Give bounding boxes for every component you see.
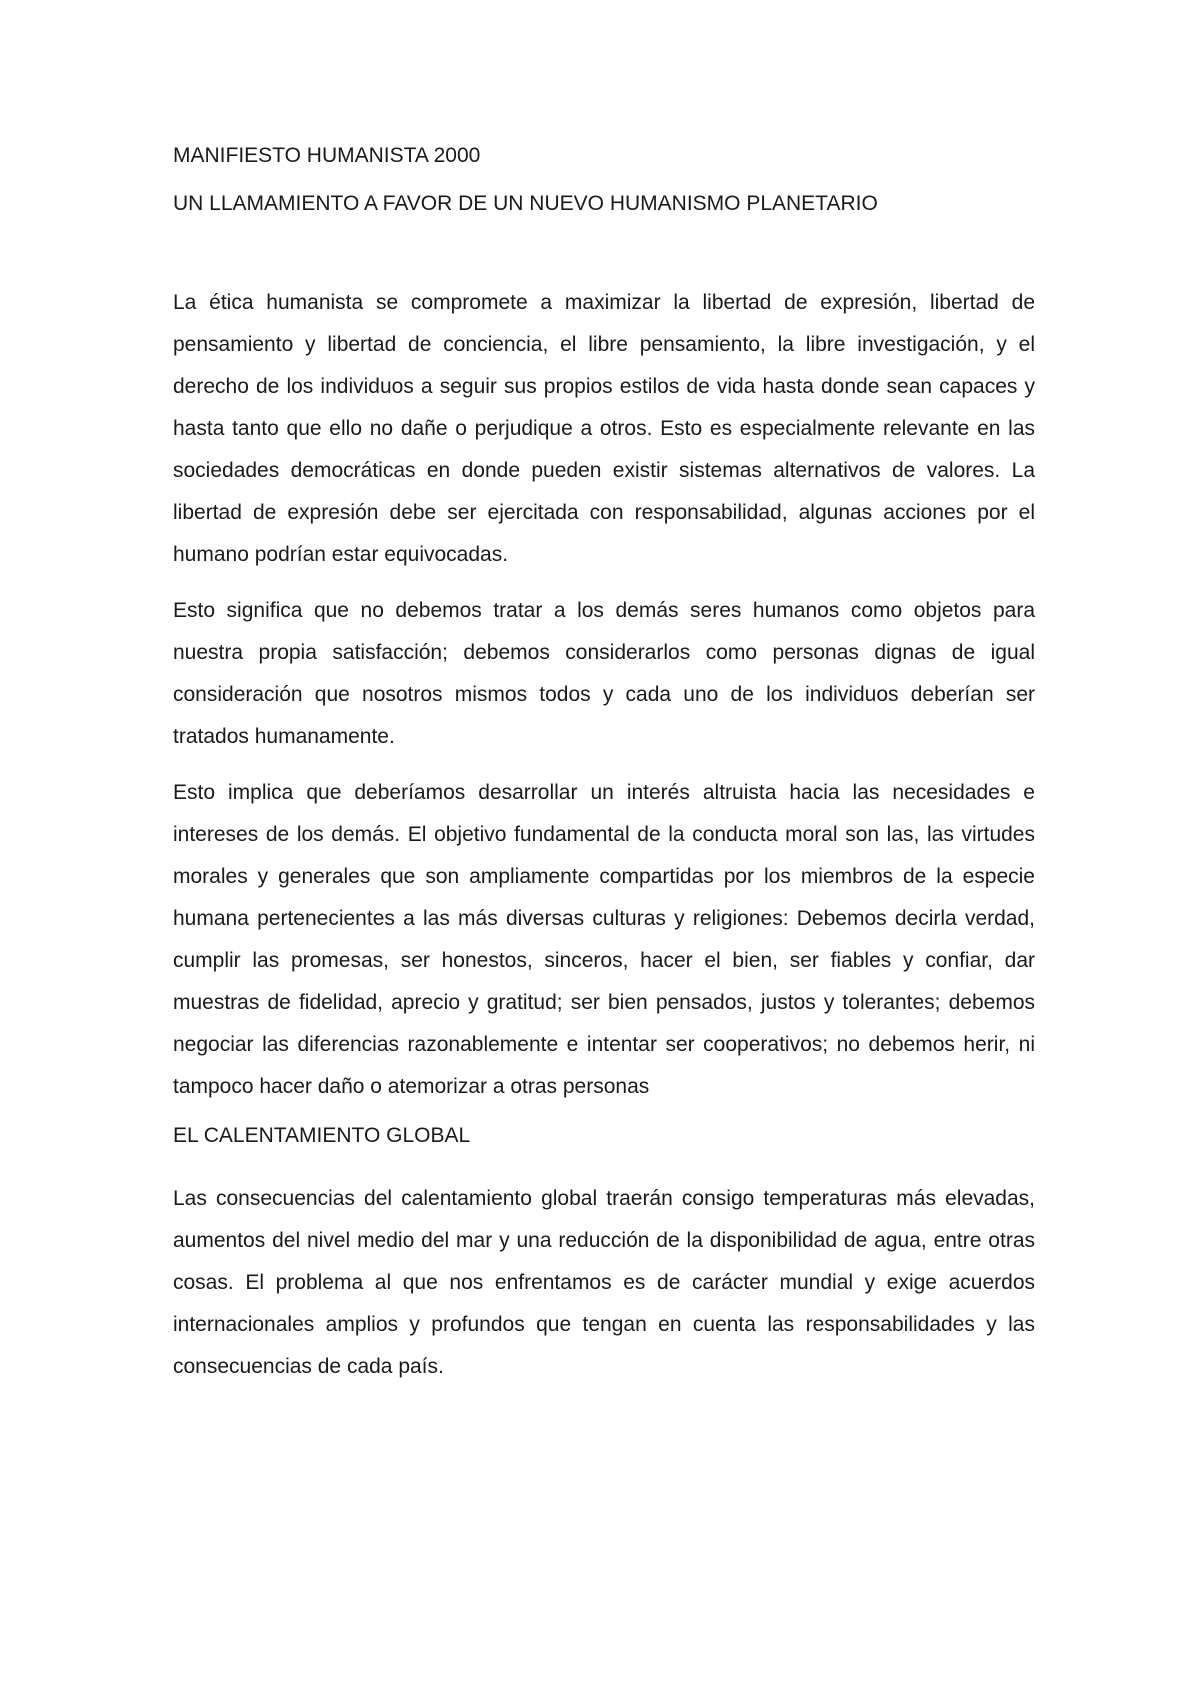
paragraph-altruism: Esto implica que deberíamos desarrollar un interés altruista hacia las necesidades e intereses de los demás. El objetivo fundamental de la conducta moral son las, las virtudes morales y generales que son ampliamente compartidas por los miembros de la especie humana pertenecientes a las más diversas culturas y religiones: Debemos decirla verdad, cumplir las promesas, ser honestos, sinceros, hacer el bien, ser fiables y confiar, dar muestras de fidelidad, aprecio y gratitud; ser bien pensados, justos y tolerantes; debemos negociar las diferencias razonablemente e intentar ser cooperativos; no debemos herir, ni tampoco hacer daño o atemorizar a otras personas [173,781,1035,1098]
document-subtitle: UN LLAMAMIENTO A FAVOR DE UN NUEVO HUMANISMO PLANETARIO [173,192,878,215]
document-title: MANIFIESTO HUMANISTA 2000 [173,144,481,167]
document-page [173,142,1035,1402]
paragraph-global-warming: Las consecuencias del calentamiento global traerán consigo temperaturas más elevadas, aumentos del nivel medio del mar y una reducción de la disponibilidad de agua, entre otras cosas. El problema al que nos enfrentamos es de carácter mundial y exige acuerdos internacionales amplios y profundos que tengan en cuenta las responsabilidades y las consecuencias de cada país. [173,1187,1035,1378]
paragraph-human-dignity: Esto significa que no debemos tratar a los demás seres humanos como objetos para nuestra propia satisfacción; debemos considerarlos como personas dignas de igual consideración que nosotros mismos todos y cada uno de los individuos deberían ser tratados humanamente. [173,599,1035,748]
paragraph-humanist-ethics: La ética humanista se compromete a maximizar la libertad de expresión, libertad de pensamiento y libertad de conciencia, el libre pensamiento, la libre investigación, y el derecho de los individuos a seguir sus propios estilos de vida hasta donde sean capaces y hasta tanto que ello no dañe o perjudique a otros. Esto es especialmente relevante en las sociedades democráticas en donde pueden existir sistemas alternativos de valores. La libertad de expresión debe ser ejercitada con responsabilidad, algunas acciones por el humano podrían estar equivocadas. [173,291,1035,566]
section-heading-global-warming: EL CALENTAMIENTO GLOBAL [173,1124,471,1147]
